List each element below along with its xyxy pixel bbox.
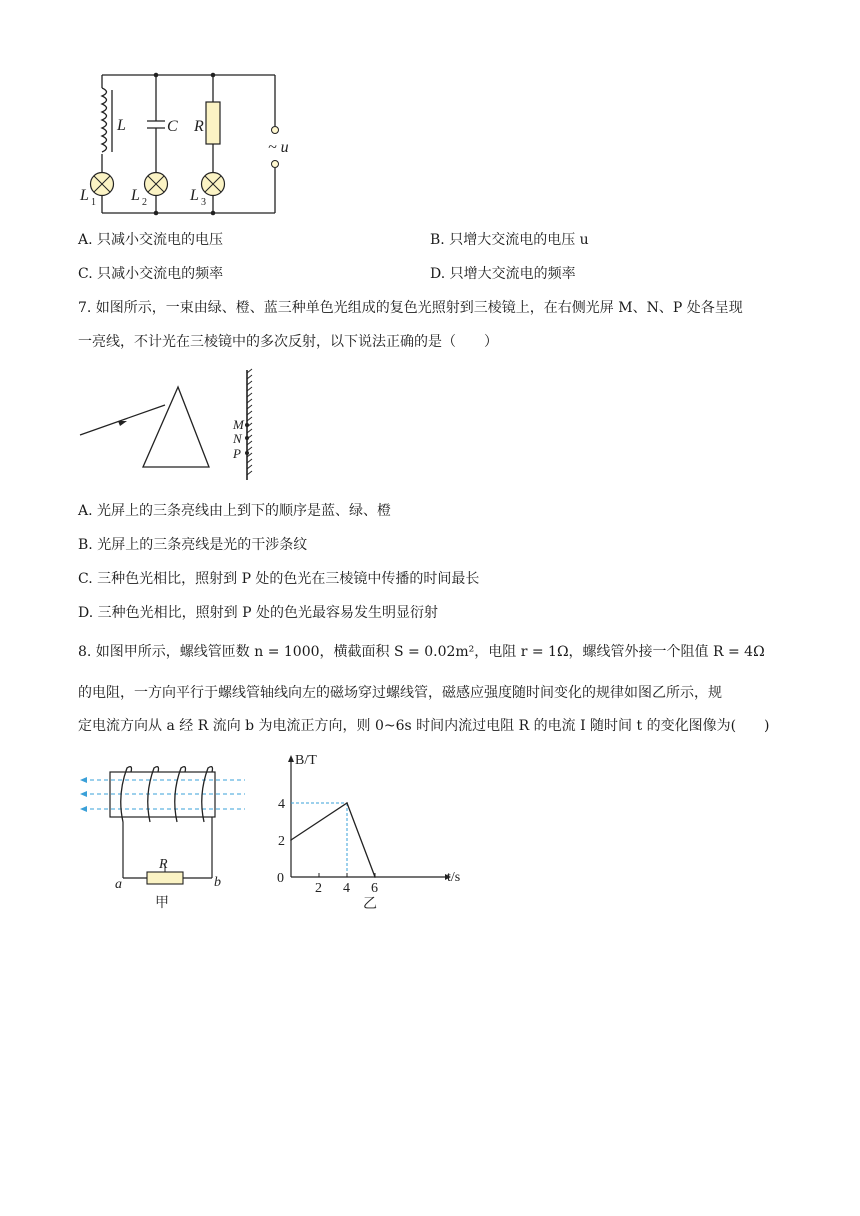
q8-solenoid-diagram (75, 760, 275, 920)
label-inductor: L (117, 117, 126, 134)
x-tick-label-6: 6 (371, 881, 378, 896)
series-point-0-1 (346, 802, 348, 804)
label-a: a (115, 877, 122, 892)
label-l3: L (190, 187, 199, 204)
label-l2: L (131, 187, 140, 204)
x-tick-label-2: 2 (315, 881, 322, 896)
q6-option-b[interactable]: B. 只增大交流电的电压 u (430, 232, 589, 248)
q7-option-b[interactable]: B. 光屏上的三条亮线是光的干涉条纹 (78, 537, 308, 553)
q8-question-line-1: 8. 如图甲所示，螺线管匝数 n = 1000，横截面积 S = 0.02m²，电阻 r = 1Ω，螺线管外接一个阻值 R = 4Ω (78, 644, 765, 660)
y-tick-label-4: 4 (278, 797, 285, 812)
label-n: N (233, 431, 242, 446)
label-l2-sub: 2 (142, 197, 147, 208)
q8-question-line-2: 的电阻，一方向平行于螺线管轴线向左的磁场穿过螺线管，磁感应强度随时间变化的规律如图乙所示，规 (78, 685, 722, 701)
q7-option-c[interactable]: C. 三种色光相比，照射到 P 处的色光在三棱镜中传播的时间最长 (78, 571, 480, 587)
label-source: ~ u (268, 139, 289, 156)
series-point-0-2 (374, 876, 376, 878)
lamp-l1-icon (91, 173, 114, 196)
q7-question-line-1: 7. 如图所示，一束由绿、橙、蓝三种单色光组成的复色光照射到三棱镜上，在右侧光屏 M、N、P 处各呈现 (78, 300, 743, 316)
q7-option-a[interactable]: A. 光屏上的三条亮线由上到下的顺序是蓝、绿、橙 (78, 503, 392, 519)
q7-question-line-2: 一亮线，不计光在三棱镜中的多次反射，以下说法正确的是（ ） (78, 334, 498, 350)
label-b: b (214, 875, 221, 890)
series-line-0 (291, 803, 375, 877)
q7-option-d[interactable]: D. 三种色光相比，照射到 P 处的色光最容易发生明显衍射 (78, 605, 438, 621)
q6-option-a[interactable]: A. 只减小交流电的电压 (78, 232, 224, 248)
q8-b-t-chart (275, 750, 485, 920)
q6-option-d[interactable]: D. 只增大交流电的频率 (430, 266, 576, 282)
y-tick-label-2: 2 (278, 834, 285, 849)
label-resistor-r: R (159, 857, 168, 872)
label-capacitor: C (167, 118, 178, 135)
label-l1-sub: 1 (91, 197, 96, 208)
lamp-l3-icon (202, 173, 225, 196)
chart-xlabel: t/s (447, 870, 461, 885)
q8-question-line-3: 定电流方向从 a 经 R 流向 b 为电流正方向，则 0~6s 时间内流过电阻 R 的电流 I 随时间 t 的变化图像为( ) (78, 718, 770, 734)
chart-ylabel: B/T (295, 753, 317, 768)
label-resistor: R (194, 118, 204, 135)
lamp-l2-icon (145, 173, 168, 196)
q7-prism-diagram (75, 365, 275, 485)
label-m: M (233, 417, 244, 432)
label-l1: L (80, 187, 89, 204)
label-p: P (233, 446, 241, 461)
y-axis-arrow (288, 755, 294, 762)
series-point-0-0 (290, 839, 292, 841)
caption-jia: 甲 (155, 896, 169, 911)
caption-yi: 乙 (363, 897, 377, 912)
label-l3-sub: 3 (201, 197, 206, 208)
chart-origin: 0 (277, 871, 284, 886)
q6-option-c[interactable]: C. 只减小交流电的频率 (78, 266, 224, 282)
q6-circuit-diagram (60, 60, 320, 230)
x-tick-label-4: 4 (343, 881, 350, 896)
